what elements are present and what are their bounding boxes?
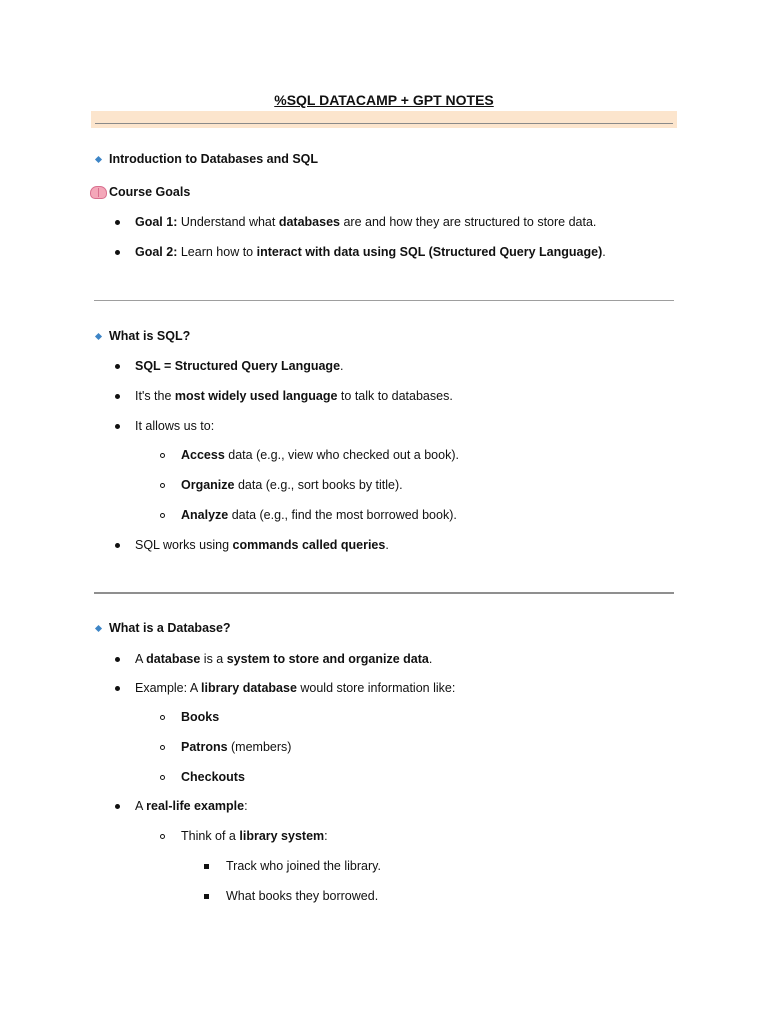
section-divider	[94, 592, 674, 594]
bullet-circle	[160, 834, 165, 839]
bullet-disc	[115, 543, 120, 548]
list-item: A real-life example:	[135, 799, 248, 813]
section-divider	[94, 300, 674, 301]
blue-diamond-icon	[95, 156, 102, 163]
list-item: Books	[181, 710, 220, 724]
list-item: A database is a system to store and organize data.	[135, 652, 433, 666]
bullet-disc	[115, 804, 120, 809]
brain-icon	[90, 186, 107, 199]
bullet-circle	[160, 745, 165, 750]
list-item: SQL works using commands called queries.	[135, 538, 389, 552]
list-item: Analyze data (e.g., find the most borrowed book).	[181, 508, 457, 522]
list-item: SQL = Structured Query Language.	[135, 359, 344, 373]
goal-2: Goal 2: Learn how to interact with data using SQL (Structured Query Language).	[135, 245, 606, 259]
list-item: What books they borrowed.	[226, 889, 379, 903]
list-item: Think of a library system:	[181, 829, 328, 843]
bullet-circle	[160, 715, 165, 720]
bullet-disc	[115, 250, 120, 255]
bullet-circle	[160, 453, 165, 458]
list-item: Organize data (e.g., sort books by title).	[181, 478, 403, 492]
section-heading-what-is-database: What is a Database?	[109, 621, 231, 635]
title-band	[91, 111, 677, 128]
bullet-disc	[115, 364, 120, 369]
course-goals-heading: Course Goals	[109, 185, 191, 199]
page-title: %SQL DATACAMP + GPT NOTES	[274, 92, 494, 108]
bullet-circle	[160, 513, 165, 518]
blue-diamond-icon	[95, 333, 102, 340]
list-item: Checkouts	[181, 770, 245, 784]
goal-1: Goal 1: Understand what databases are and how they are structured to store data.	[135, 215, 597, 229]
bullet-disc	[115, 686, 120, 691]
list-item: It allows us to:	[135, 419, 215, 433]
bullet-circle	[160, 483, 165, 488]
list-item: Track who joined the library.	[226, 859, 381, 873]
bullet-disc	[115, 424, 120, 429]
bullet-disc	[115, 394, 120, 399]
bullet-circle	[160, 775, 165, 780]
list-item: It's the most widely used language to talk to databases.	[135, 389, 453, 403]
bullet-disc	[115, 657, 120, 662]
bullet-disc	[115, 220, 120, 225]
blue-diamond-icon	[95, 625, 102, 632]
bullet-square	[204, 864, 209, 869]
list-item: Example: A library database would store information like:	[135, 681, 456, 695]
title-rule	[95, 123, 673, 124]
bullet-square	[204, 894, 209, 899]
section-heading-what-is-sql: What is SQL?	[109, 329, 191, 343]
list-item: Patrons (members)	[181, 740, 292, 754]
list-item: Access data (e.g., view who checked out a book).	[181, 448, 459, 462]
section-heading-intro: Introduction to Databases and SQL	[109, 152, 319, 166]
